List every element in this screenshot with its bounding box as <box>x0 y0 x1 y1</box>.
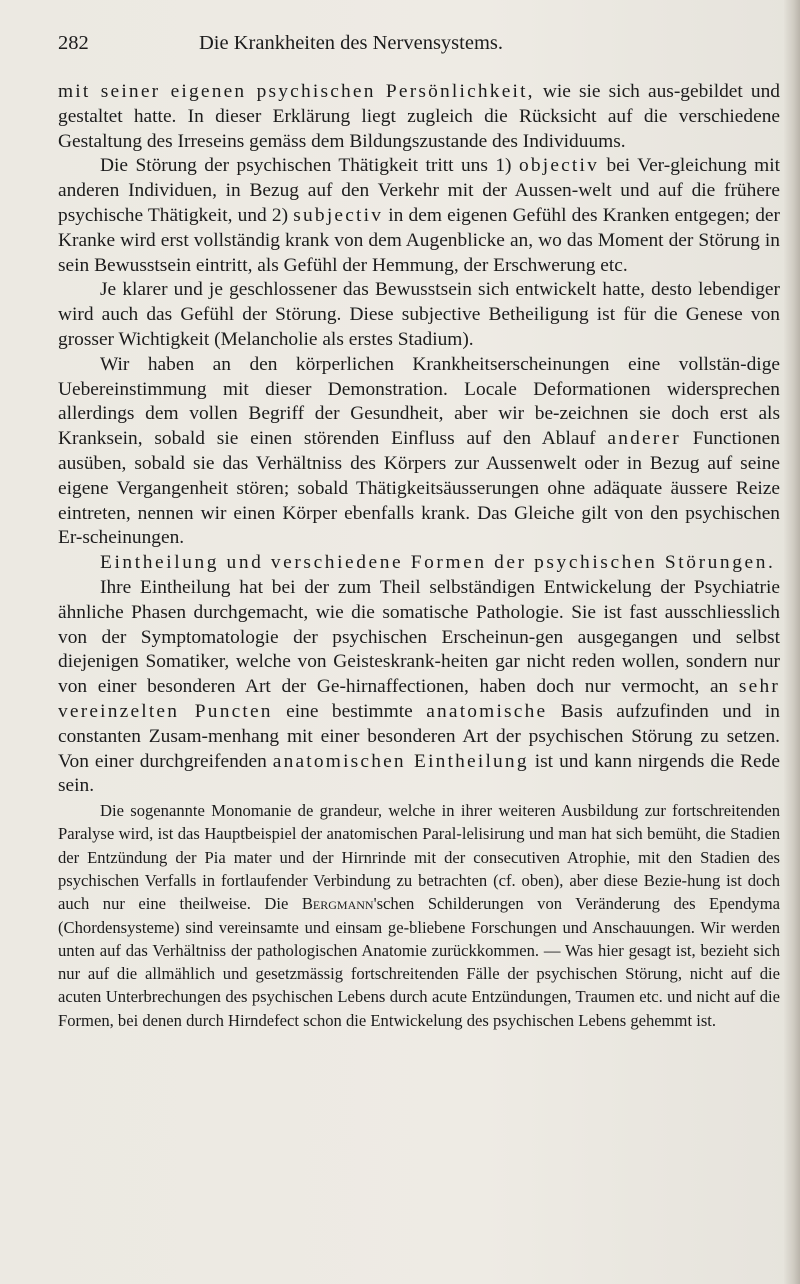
note-text: Die sogenannte Monomanie de grandeur, welche in ihrer weiteren Ausbildung zur fortschreitenden Paralyse wird, ist das Hauptbeispiel der anatomischen Paral-lelisirung und man hat sich bemüht, die Stadien der Entzündung der Pia mater und der Hirnrinde mit der consecutiven Atrophie, mit den Stadien des psychischen Verfalls in fortlaufender Verbindung zu betrachten (cf. oben), aber diese Bezie-hung ist doch auch nur eine theilweise. Die <box>58 801 780 914</box>
paragraph-1 <box>58 80 780 154</box>
section-heading-text: Eintheilung und verschiedene Formen der psychischen Störungen. <box>100 552 776 574</box>
spaced-emphasis: sehr vereinzelten Puncten <box>58 676 780 722</box>
paragraph-text: wie sie sich aus-gebildet und gestaltet hatte. In dieser Erklärung liegt zugleich die Rücksicht auf die verschiedene Gestaltung des Irreseins gemäss dem Bildungszustande des Individuums. <box>58 81 780 152</box>
spaced-emphasis: subjectiv <box>293 204 384 226</box>
page-edge-shadow <box>784 0 800 1284</box>
paragraph-text: in dem eigenen Gefühl des Kranken entgegen; der Kranke wird erst vollständig krank von dem Augenblicke an, wo das Moment der Störung in sein Bewusstsein eintritt, als Gefühl der Hemmung, der Erschwerung etc. <box>58 204 780 276</box>
paragraph-text: ist und kann nirgends die Rede sein. <box>58 750 780 797</box>
small-print-note <box>58 799 780 1032</box>
paragraph-text: Ihre Eintheilung hat bei der zum Theil selbständigen Entwickelung der Psychiatrie ähnliche Phasen durchgemacht, wie die somatische Pathologie. Sie ist fast ausschliesslich von der Symptomatologie der psychischen Erscheinun-gen ausgegangen und selbst diejenigen Somatiker, welche von Geisteskrank-heiten gar nicht reden wollen, sondern nur von einer besonderen Art der Ge-hirnaffectionen, haben doch nur vermocht, an <box>58 576 780 698</box>
section-heading <box>58 551 780 576</box>
paragraph-2 <box>58 154 780 278</box>
running-title: Die Krankheiten des Nervensystems. <box>199 32 503 54</box>
paragraph-5 <box>58 576 780 799</box>
spaced-emphasis: objectiv <box>518 155 599 177</box>
spaced-emphasis: anatomische <box>426 700 548 722</box>
paragraph-text: Die Störung der psychischen Thätigkeit tritt uns 1) <box>100 155 519 177</box>
paragraph-text: bei Ver-gleichung mit anderen Individuen, in Bezug auf den Verkehr mit der Aussen-welt und auf die frühere psychische Thätigkeit, und 2) <box>58 155 780 226</box>
paragraph-text: Basis aufzufinden und in constanten Zusam-menhang mit einer besonderen Art der psychischen Störung zu setzen. Von einer durchgreifenden <box>58 700 780 772</box>
spaced-emphasis: mit seiner eigenen psychischen Persönlichkeit, <box>58 81 535 102</box>
paragraph-3: Je klarer und je geschlossener das Bewusstsein sich entwickelt hatte, desto lebendiger wird auch das Gefühl der Störung. Diese subjective Betheiligung ist für die Genese von grosser Wichtigkeit (Melancholie als erstes Stadium). <box>58 279 780 350</box>
paragraph-text: Wir haben an den körperlichen Krankheitserscheinungen eine vollstän-dige Uebereinstimmung mit dieser Demonstration. Locale Deformationen widersprechen allerdings dem vollen Begriff der Gesundheit, aber wir be-zeichnen sie doch erst als Kranksein, sobald sie einen störenden Einfluss auf den Ablauf <box>58 353 780 450</box>
paragraph-text: Functionen ausüben, sobald sie das Verhältniss des Körpers zur Aussenwelt oder in Bezug auf seine eigene Vergangenheit stören; sobald Thätigkeitsäusserungen ohne adäquate äussere Reize eintreten, nennen wir einen Körper ebenfalls krank. Das Gleiche gilt von den psychischen Er-scheinungen. <box>58 428 780 549</box>
spaced-emphasis: anatomischen Eintheilung <box>272 750 529 772</box>
note-text: 'schen Schilderungen von Veränderung des Ependyma (Chordensysteme) sind vereinsamte und einsam ge-bliebene Forschungen und Anschauungen. Wir werden unten auf das Verhältniss der pathologischen Anatomie zurückkommen. — Was hier gesagt ist, bezieht sich nur auf die allmählich und gesetzmässig fortschreitenden Fälle der psychischen Störung, nicht auf die acuten Unterbrechungen des psychischen Lebens durch acute Entzündungen, Traumen etc. und nicht auf die Formen, bei denen durch Hirndefect schon die Entwickelung des psychischen Lebens gehemmt ist. <box>58 894 780 1030</box>
body-text <box>58 80 780 1032</box>
page-number: 282 <box>58 32 89 54</box>
paragraph-4 <box>58 353 780 551</box>
spaced-emphasis: anderer <box>607 428 681 450</box>
paragraph-text: eine bestimmte <box>272 700 427 722</box>
page-header <box>58 32 778 62</box>
author-name: Bergmann <box>301 894 374 914</box>
